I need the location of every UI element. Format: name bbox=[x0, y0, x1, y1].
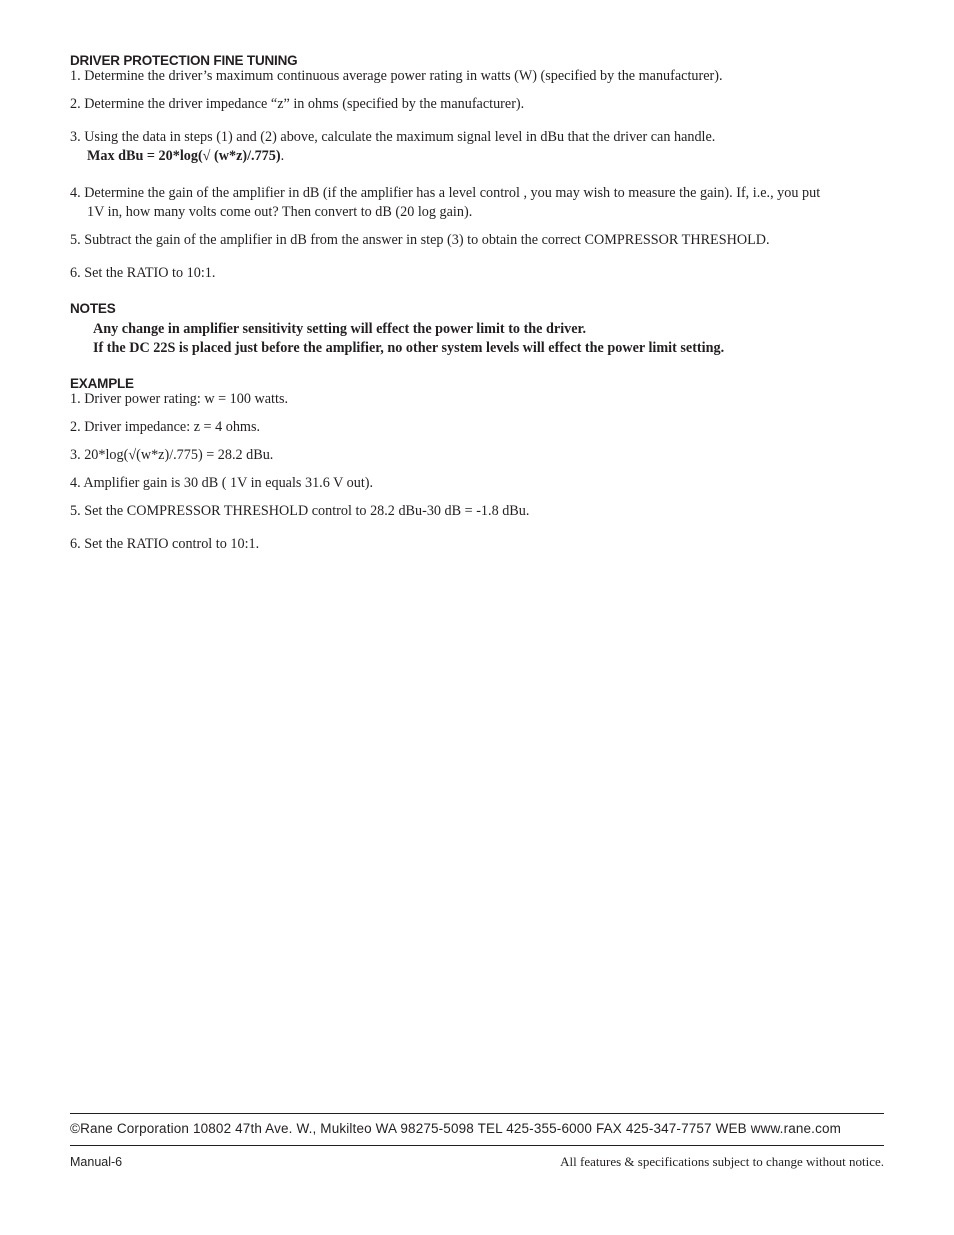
footer-contact-line: ©Rane Corporation 10802 47th Ave. W., Mukilteo WA 98275-5098 TEL 425-355-6000 FAX 425-347-7757 WEB www.rane.com bbox=[70, 1121, 842, 1136]
example-step-4: 4. Amplifier gain is 30 dB ( 1V in equals 31.6 V out). bbox=[70, 475, 374, 491]
section-heading-driver-protection: DRIVER PROTECTION FINE TUNING bbox=[70, 53, 298, 68]
driver-step-3: 3. Using the data in steps (1) and (2) above, calculate the maximum signal level in dBu that the driver can handle. bbox=[70, 129, 716, 145]
example-step-6: 6. Set the RATIO control to 10:1. bbox=[70, 536, 260, 552]
formula-period: . bbox=[280, 148, 285, 164]
example-step-5: 5. Set the COMPRESSOR THRESHOLD control to 28.2 dBu-30 dB = -1.8 dBu. bbox=[70, 503, 530, 519]
example-step-3: 3. 20*log(√(w*z)/.775) = 28.2 dBu. bbox=[70, 447, 274, 463]
driver-step-4-line-1: 4. Determine the gain of the amplifier in dB (if the amplifier has a level control , you may wish to measure the gain). If, i.e., you put bbox=[70, 185, 821, 201]
note-line-1: Any change in amplifier sensitivity setting will effect the power limit to the driver. bbox=[93, 321, 587, 337]
driver-step-5: 5. Subtract the gain of the amplifier in dB from the answer in step (3) to obtain the correct COMPRESSOR THRESHOLD. bbox=[70, 232, 770, 248]
note-line-2: If the DC 22S is placed just before the amplifier, no other system levels will effect the power limit setting. bbox=[93, 340, 725, 356]
page-label: Manual-6 bbox=[70, 1155, 123, 1169]
driver-step-2: 2. Determine the driver impedance “z” in ohms (specified by the manufacturer). bbox=[70, 96, 525, 112]
driver-step-6: 6. Set the RATIO to 10:1. bbox=[70, 265, 216, 281]
footer-notice: All features & specifications subject to change without notice. bbox=[560, 1154, 884, 1169]
footer-bottom-rule bbox=[70, 1145, 884, 1146]
example-step-1: 1. Driver power rating: w = 100 watts. bbox=[70, 391, 289, 407]
driver-step-4-line-2: 1V in, how many volts come out? Then convert to dB (20 log gain). bbox=[87, 204, 473, 220]
section-heading-example: EXAMPLE bbox=[70, 376, 134, 391]
footer-top-rule bbox=[70, 1113, 884, 1114]
section-heading-notes: NOTES bbox=[70, 301, 116, 316]
max-dbu-formula: Max dBu = 20*log(√ (w*z)/.775) bbox=[87, 148, 281, 164]
driver-step-1: 1. Determine the driver’s maximum continuous average power rating in watts (W) (specified by the manufacturer). bbox=[70, 68, 723, 84]
example-step-2: 2. Driver impedance: z = 4 ohms. bbox=[70, 419, 261, 435]
driver-step-3-formula-line bbox=[87, 148, 284, 165]
